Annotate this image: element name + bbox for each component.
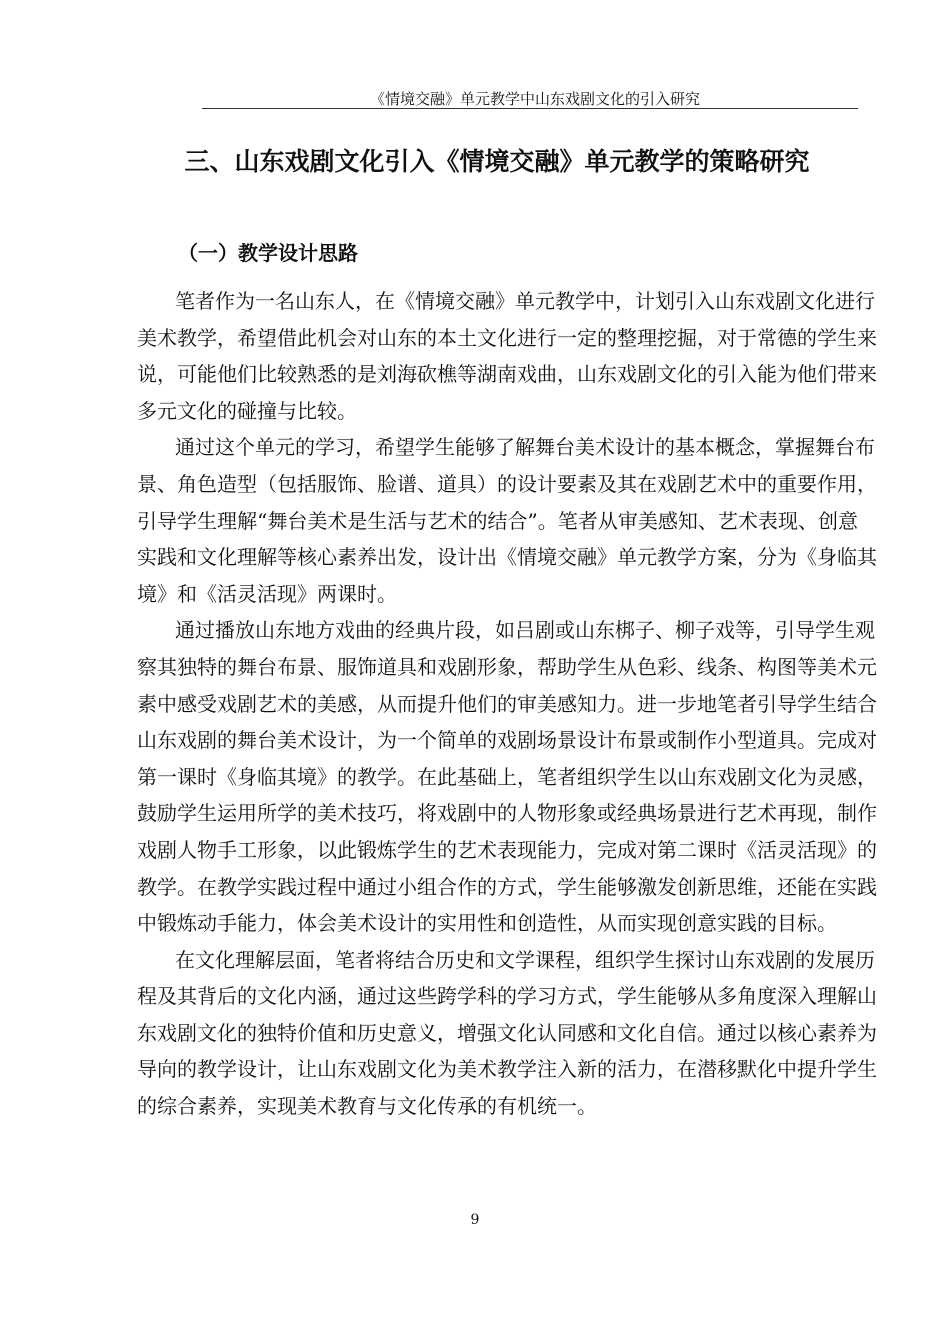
text-line: 通过播放山东地方戏曲的经典片段，如吕剧或山东梆子、柳子戏等，引导学生观: [175, 618, 875, 643]
paragraph: [137, 612, 877, 941]
section-title: （一）教学设计思路: [178, 241, 358, 265]
paragraph: [137, 283, 877, 429]
text-line: 中锻炼动手能力，体会美术设计的实用性和创造性，从而实现创意实践的目标。: [137, 911, 837, 936]
text-line: 第一课时《身临其境》的教学。在此基础上，笔者组织学生以山东戏剧文化为灵感，: [137, 764, 877, 789]
paragraph: [137, 942, 877, 1125]
text-line: 戏剧人物手工形象，以此锻炼学生的艺术表现能力，完成对第二课时《活灵活现》的: [137, 837, 877, 862]
text-line: 程及其背后的文化内涵，通过这些跨学科的学习方式，学生能够从多角度深入理解山: [137, 984, 877, 1009]
text-line: 通过这个单元的学习，希望学生能够了解舞台美术设计的基本概念，掌握舞台布: [175, 435, 875, 460]
text-line: 教学。在教学实践过程中通过小组合作的方式，学生能够激发创新思维，还能在实践: [137, 874, 877, 899]
text-line: 多元文化的碰撞与比较。: [137, 398, 357, 423]
text-line: 导向的教学设计，让山东戏剧文化为美术教学注入新的活力，在潜移默化中提升学生: [137, 1057, 877, 1082]
text-line: 说，可能他们比较熟悉的是刘海砍樵等湖南戏曲，山东戏剧文化的引入能为他们带来: [137, 362, 877, 387]
text-line: 景、角色造型（包括服饰、脸谱、道具）的设计要素及其在戏剧艺术中的重要作用，: [137, 471, 877, 496]
text-line: 山东戏剧的舞台美术设计，为一个简单的戏剧场景设计布景或制作小型道具。完成对: [137, 728, 877, 753]
text-line: 东戏剧文化的独特价值和历史意义，增强文化认同感和文化自信。通过以核心素养为: [137, 1020, 877, 1045]
text-line: 鼓励学生运用所学的美术技巧，将戏剧中的人物形象或经典场景进行艺术再现，制作: [137, 801, 877, 826]
text-line: 素中感受戏剧艺术的美感，从而提升他们的审美感知力。进一步地笔者引导学生结合: [137, 691, 877, 716]
text-line: 在文化理解层面，笔者将结合历史和文学课程，组织学生探讨山东戏剧的发展历: [175, 947, 875, 972]
text-line: 的综合素养，实现美术教育与文化传承的有机统一。: [137, 1094, 597, 1119]
text-line: 笔者作为一名山东人，在《情境交融》单元教学中，计划引入山东戏剧文化进行: [175, 289, 875, 313]
text-line: 美术教学，希望借此机会对山东的本土文化进行一定的整理挖掘，对于常德的学生来: [137, 325, 877, 350]
paragraph: [137, 429, 877, 612]
text-line: 境》和《活灵活现》两课时。: [137, 581, 397, 606]
body-text: [137, 283, 877, 1125]
page-number: 9: [470, 1212, 480, 1228]
text-line: 引导学生理解“舞台美术是生活与艺术的结合”。笔者从审美感知、艺术表现、创意: [137, 508, 858, 533]
chapter-title: 三、山东戏剧文化引入《情境交融》单元教学的策略研究: [184, 147, 810, 176]
text-line: 察其独特的舞台布景、服饰道具和戏剧形象，帮助学生从色彩、线条、构图等美术元: [137, 654, 877, 679]
running-header: 《情境交融》单元教学中山东戏剧文化的引入研究: [202, 90, 858, 109]
text-line: 实践和文化理解等核心素养出发，设计出《情境交融》单元教学方案，分为《身临其: [137, 545, 877, 570]
